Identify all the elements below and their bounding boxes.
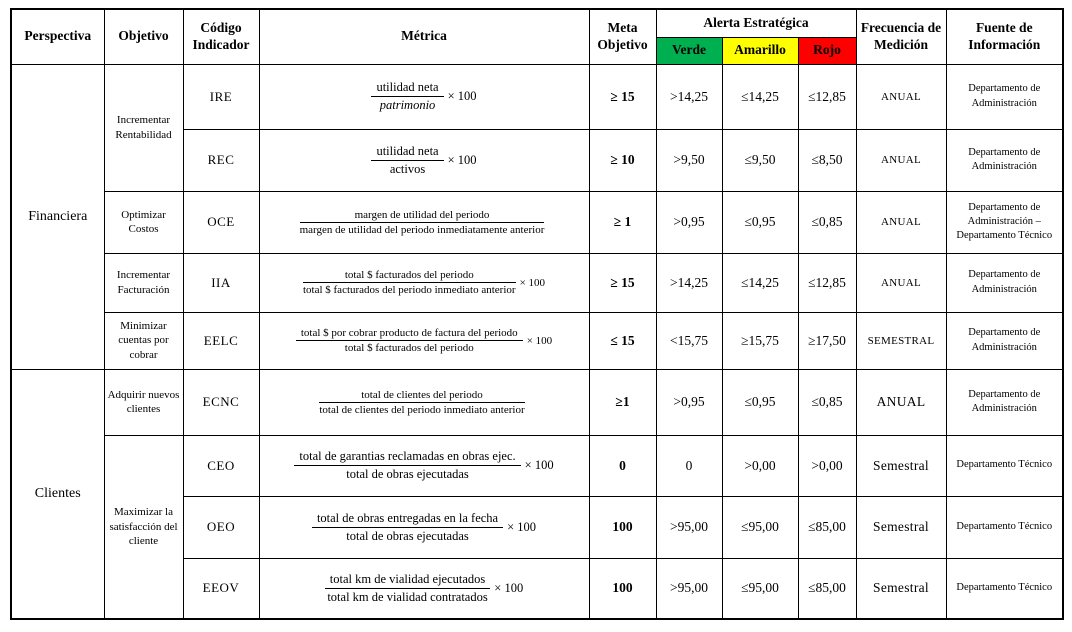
fuente-value: Departamento de Administración (946, 369, 1063, 435)
alerta-rojo-value: >0,00 (798, 435, 856, 496)
objetivo-adquirir-clientes: Adquirir nuevos clientes (104, 369, 183, 435)
header-metrica: Métrica (259, 9, 589, 64)
alerta-amarillo-value: >0,00 (722, 435, 798, 496)
metric-formula: $\frac{\text{total \$ por cobrar producto de factura del periodo}}{\text{total \$ facturados del periodo}}$ × 100 (259, 312, 589, 369)
frecuencia-value: Semestral (856, 558, 946, 619)
codigo-indicador: REC (183, 129, 259, 191)
frecuencia-value: ANUAL (856, 129, 946, 191)
fuente-value: Departamento Técnico (946, 435, 1063, 496)
objetivo-incrementar-facturacion: Incrementar Facturación (104, 253, 183, 312)
alerta-rojo-value: ≤85,00 (798, 496, 856, 558)
meta-objetivo-value: ≥ 10 (589, 129, 656, 191)
metric-formula: $\frac{\text{total de clientes del periodo}}{\text{total de clientes del periodo inmediato anterior}}$ (259, 369, 589, 435)
header-meta-objetivo: Meta Objetivo (589, 9, 656, 64)
codigo-indicador: EELC (183, 312, 259, 369)
alerta-verde-value: 0 (656, 435, 722, 496)
metric-formula: $\frac{\text{total \$ facturados del periodo}}{\text{total \$ facturados del periodo inmediato anterior}}$ × 100 (259, 253, 589, 312)
objetivo-minimizar-cuentas: Minimizar cuentas por cobrar (104, 312, 183, 369)
metric-formula: $\frac{\text{total de obras entregadas en la fecha}}{\text{total de obras ejecutadas}}$ × 100 (259, 496, 589, 558)
fuente-value: Departamento de Administración (946, 312, 1063, 369)
alerta-amarillo-value: ≤14,25 (722, 253, 798, 312)
meta-objetivo-value: 100 (589, 558, 656, 619)
metric-formula: $\frac{\text{margen de utilidad del periodo}}{\text{margen de utilidad del periodo inmediatamente anterior}}$ (259, 191, 589, 253)
metric-formula: $\frac{\text{utilidad neta}}{\text{patrimonio}}$ × 100 (259, 64, 589, 129)
header-verde: Verde (656, 37, 722, 64)
header-amarillo: Amarillo (722, 37, 798, 64)
codigo-indicador: IIA (183, 253, 259, 312)
fuente-value: Departamento de Administración (946, 129, 1063, 191)
frecuencia-value: Semestral (856, 496, 946, 558)
perspectiva-clientes: Clientes (11, 369, 104, 619)
header-rojo: Rojo (798, 37, 856, 64)
codigo-indicador: OEO (183, 496, 259, 558)
header-codigo-indicador: Código Indicador (183, 9, 259, 64)
frecuencia-value: ANUAL (856, 369, 946, 435)
alerta-rojo-value: ≤0,85 (798, 369, 856, 435)
frecuencia-value: ANUAL (856, 191, 946, 253)
header-fuente-informacion: Fuente de Información (946, 9, 1063, 64)
meta-objetivo-value: ≥1 (589, 369, 656, 435)
alerta-rojo-value: ≤12,85 (798, 64, 856, 129)
alerta-verde-value: <15,75 (656, 312, 722, 369)
alerta-rojo-value: ≤8,50 (798, 129, 856, 191)
alerta-verde-value: >0,95 (656, 369, 722, 435)
objetivo-optimizar-costos: Optimizar Costos (104, 191, 183, 253)
fuente-value: Departamento de Administración – Departamento Técnico (946, 191, 1063, 253)
codigo-indicador: OCE (183, 191, 259, 253)
frecuencia-value: SEMESTRAL (856, 312, 946, 369)
perspectiva-financiera: Financiera (11, 64, 104, 369)
codigo-indicador: EEOV (183, 558, 259, 619)
scorecard-table (10, 8, 1064, 620)
alerta-amarillo-value: ≤95,00 (722, 558, 798, 619)
header-frecuencia-medicion: Frecuencia de Medición (856, 9, 946, 64)
alerta-amarillo-value: ≤9,50 (722, 129, 798, 191)
fuente-value: Departamento de Administración (946, 253, 1063, 312)
meta-objetivo-value: ≥ 15 (589, 253, 656, 312)
alerta-amarillo-value: ≤0,95 (722, 191, 798, 253)
alerta-verde-value: >14,25 (656, 64, 722, 129)
alerta-amarillo-value: ≤0,95 (722, 369, 798, 435)
meta-objetivo-value: 0 (589, 435, 656, 496)
objetivo-maximizar-satisfaccion: Maximizar la satisfacción del cliente (104, 435, 183, 619)
header-objetivo: Objetivo (104, 9, 183, 64)
frecuencia-value: Semestral (856, 435, 946, 496)
codigo-indicador: ECNC (183, 369, 259, 435)
meta-objetivo-value: ≥ 15 (589, 64, 656, 129)
fuente-value: Departamento Técnico (946, 496, 1063, 558)
meta-objetivo-value: ≤ 15 (589, 312, 656, 369)
alerta-rojo-value: ≥17,50 (798, 312, 856, 369)
table-row (11, 64, 1063, 129)
header-alerta-estrategica: Alerta Estratégica (656, 9, 856, 37)
table-row (11, 312, 1063, 369)
alerta-amarillo-value: ≤14,25 (722, 64, 798, 129)
alerta-verde-value: >0,95 (656, 191, 722, 253)
alerta-amarillo-value: ≥15,75 (722, 312, 798, 369)
table-row (11, 253, 1063, 312)
alerta-rojo-value: ≤12,85 (798, 253, 856, 312)
meta-objetivo-value: ≥ 1 (589, 191, 656, 253)
alerta-rojo-value: ≤85,00 (798, 558, 856, 619)
table-row (11, 435, 1063, 496)
frecuencia-value: ANUAL (856, 253, 946, 312)
metric-formula: $\frac{\text{total km de vialidad ejecutados}}{\text{total km de vialidad contratados}}$ × 100 (259, 558, 589, 619)
frecuencia-value: ANUAL (856, 64, 946, 129)
metric-formula: $\frac{\text{total de garantias reclamadas en obras ejec.}}{\text{total de obras ejecutadas}}$ × 100 (259, 435, 589, 496)
fuente-value: Departamento Técnico (946, 558, 1063, 619)
alerta-rojo-value: ≤0,85 (798, 191, 856, 253)
metric-formula: $\frac{\text{utilidad neta}}{\text{activos}}$ × 100 (259, 129, 589, 191)
codigo-indicador: CEO (183, 435, 259, 496)
table-row (11, 369, 1063, 435)
fuente-value: Departamento de Administración (946, 64, 1063, 129)
codigo-indicador: IRE (183, 64, 259, 129)
objetivo-incrementar-rentabilidad: Incrementar Rentabilidad (104, 64, 183, 191)
alerta-amarillo-value: ≤95,00 (722, 496, 798, 558)
alerta-verde-value: >95,00 (656, 558, 722, 619)
table-row (11, 191, 1063, 253)
alerta-verde-value: >9,50 (656, 129, 722, 191)
alerta-verde-value: >14,25 (656, 253, 722, 312)
meta-objetivo-value: 100 (589, 496, 656, 558)
header-perspectiva: Perspectiva (11, 9, 104, 64)
alerta-verde-value: >95,00 (656, 496, 722, 558)
